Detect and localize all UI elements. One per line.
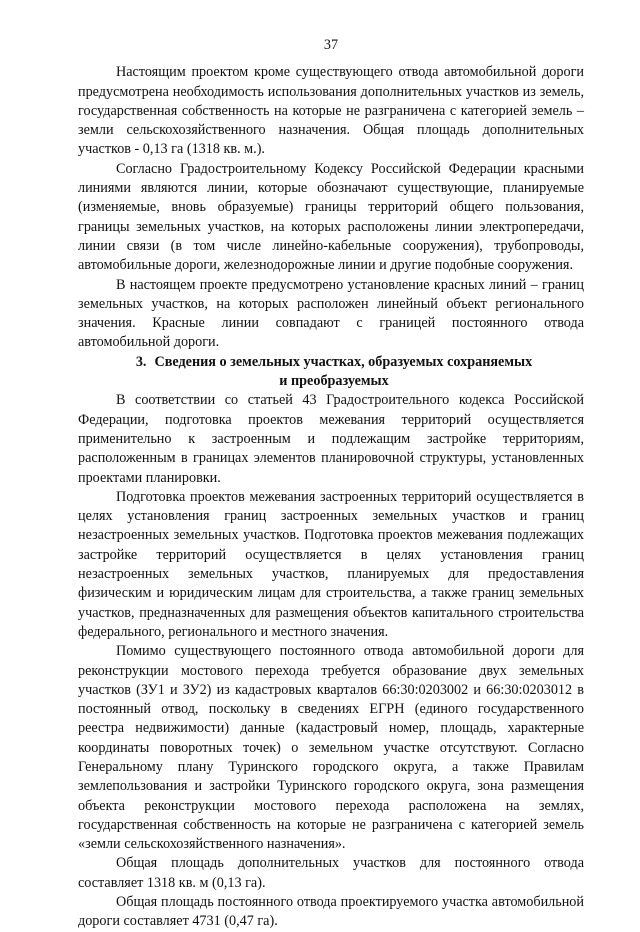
paragraph-red-lines-project: В настоящем проекте предусмотрено установление красных линий – границ земельных участков, на которых расположен линейный объект регионального значения. Красные линии совпадают с границей постоянного отвода автомобильной дороги. — [78, 276, 584, 351]
section-title-line-2: и преобразуемых — [279, 373, 389, 390]
section-heading-line-1 — [84, 353, 584, 372]
paragraph-new-plots: Помимо существующего постоянного отвода автомобильной дороги для реконструкции мостового перехода требуется образование двух земельных участков (ЗУ1 и ЗУ2) из кадастровых кварталов 66:30:0203002 и 66:30:0203012 в постоянный отвод, поскольку в сведениях ЕГРН (единого государственного реестра недвижимости) данные (кадастровый номер, площадь, характерные координаты поворотных точек) о земельном участке отсутствуют. Согласно Генеральному плану Туринского городского округа, а также Правилам землепользования и застройки Туринского городского округа, зона размещения объекта реконструкции мостового перехода расположена на землях, государственная собственность на которые не разграничена с категорией земель «земли сельскохозяйственного назначения». — [78, 643, 584, 853]
section-title-line-1: Сведения о земельных участках, образуемых сохраняемых — [154, 353, 533, 370]
paragraph-survey-preparation: Подготовка проектов межевания застроенных территорий осуществляется в целях установления границ застроенных земельных участков и границ незастроенных земельных участков. Подготовка проектов межевания подлежащих застройке территорий осуществляется в целях установления границ незастроенных земельных участков, планируемых для предоставления физическим и юридическим лицам для строительства, а также границ земельных участков, предназначенных для размещения объектов капитального строительства федерального, регионального и местного значения. — [78, 488, 584, 640]
paragraph-additional-area: Общая площадь дополнительных участков для постоянного отвода составляет 1318 кв. м (0,13 га). — [78, 855, 584, 891]
section-heading — [78, 353, 584, 392]
paragraph-red-lines-definition: Согласно Градостроительному Кодексу Российской Федерации красными линиями являются линии, которые обозначают существующие, планируемые (изменяемые, вновь образуемые) границы территорий общего пользования, границы земельных участков, на которых расположены линии электропередачи, линии связи (в том числе линейно-кабельные сооружения), трубопроводы, автомобильные дороги, железнодорожные линии и другие подобные сооружения. — [78, 160, 584, 274]
paragraph-total-area: Общая площадь постоянного отвода проектируемого участка автомобильной дороги составляет 4731 (0,47 га). — [78, 894, 584, 930]
paragraph-additional-plots: Настоящим проектом кроме существующего отвода автомобильной дороги предусмотрена необходимость использования дополнительных участков из земель, государственная собственность на которые не разграничена с категорией земель – земли сельскохозяйственного назначения. Общая площадь дополнительных участков - 0,13 га (1318 кв. м.). — [78, 64, 584, 158]
page-number: 37 — [323, 37, 339, 53]
paragraph-article-43: В соответствии со статьей 43 Градостроительного кодекса Российской Федерации, подготовка проектов межевания территорий осуществляется применительно к застроенным и подлежащим застройке территориям, расположенным в границах элементов планировочной структуры, установленных проектами планировки. — [78, 392, 584, 486]
section-number: 3. — [135, 353, 147, 370]
